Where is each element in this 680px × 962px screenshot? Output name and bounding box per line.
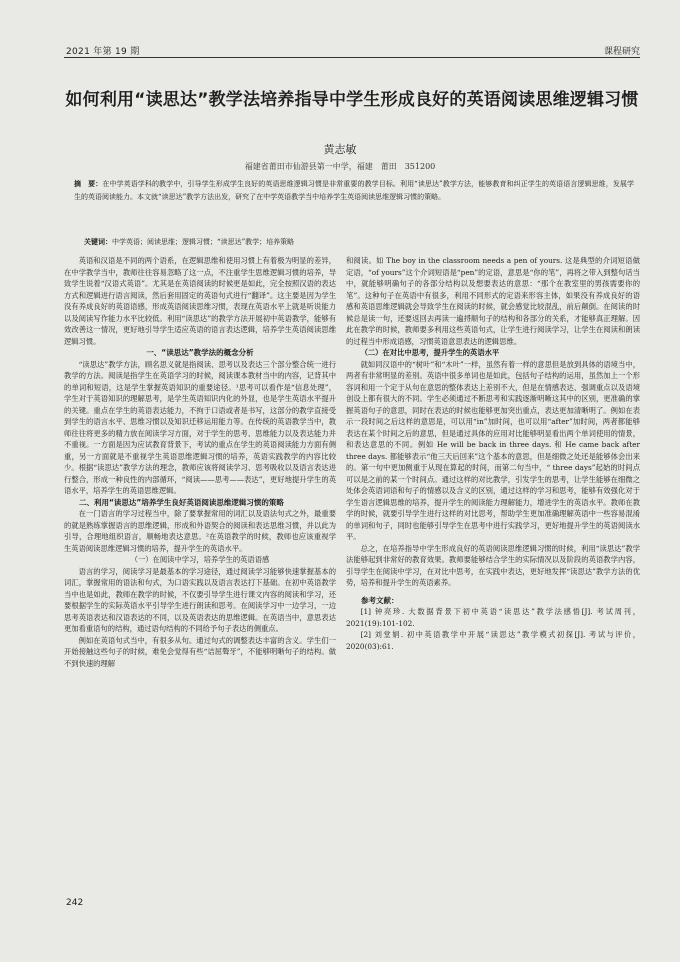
intro-paragraph: 英语和汉语是不同的两个语系，在逻辑思维和使用习惯上有着极为明显的差异，在中学教学当中，教师往往容易忽略了这一点，不注重学生思维逻辑习惯的培养，导致学生说着“汉语式英语”。尤其是在英语阅读的时候更是如此，完全按照汉语的表达方式和逻辑进行语言阅读，然后套用固定的英语句式进行“翻译”。这主要是因为学生没有养成良好的英语语感，形成英语阅读思维习惯，表现在英语水平上就是听说能力以及阅读写作能力水平比较低。利用“读思达”的教学方法开展初中英语教学，能够有效改善这一情况，更好地引导学生适应英语的语言表达逻辑，培养学生英语阅读思维逻辑习惯。 bbox=[64, 256, 336, 346]
body-paragraph: 就如同汉语中的“树叶”和“木叶”一样，虽然有着一样的意思但是放到具体的语境当中，两者有非常明显的差别。英语中很多单词也是如此，包括句子结构的运用，虽然加上一个形容词和用一个定于从句在意思的整体表达上差别不大，但是在情感表达、强调重点以及语境创设上都有很大的不同。学生必须通过不断思考和实践逐渐明晰这其中的区别，更准确的掌握英语句子的意思，同时在表达的时候也能够更加突出重点，表达更加清晰明了。例如在表示一段时间之后这样的意思是，可以用“in”加时间，也可以用“after”加时间，两者都能够表达在某个时间之后的意思，但是通过具体的应用对比能够明显看出两个单词使用的情景，和表达意思的不同。例如 He will be back in three days. 和 He came back after three days. 都能够表示“他三天后回来”这个基本的意思，但是细微之处还是能够体会出来的。第一句中更加侧重于从现在算起的时间，而第二句当中，“ three days”起始的时间点可以是之前的某一个时间点。通过这样的对比教学，引发学生的思考，让学生能够在细微之处体会英语词语和句子的情感以及含义的区别，通过这样的学习和思考，能够有效强化对于学生语言逻辑思维的培养，提升学生的阅读能力理解能力，增进学生的英语水平。教师在教学的时候，就要引导学生进行这样的对比思考，帮助学生更加准确理解英语中一些容易混淆的单词和句子，同时也能够引导学生在思考中进行实践学习，更好地提升学生的英语阅读水平。 bbox=[346, 359, 640, 541]
subsection-heading-2: （二）在对比中思考，提升学生的英语水平 bbox=[360, 348, 500, 357]
body-paragraph-continued: 和阅读。如 The boy in the classroom needs a pen of yours. 这是典型的介词短语做定语，“of yours”这个介词短语是“pen”的定语，意思是“你的笔”，再将之带入到整句话当中，就能够明确句子的各部分结构以及想要表达的意思：“那个在教室里的男孩需要你的笔”。这种句子在英语中有很多，利用不同形式的定语来形容主体，如果没有养成良好的语感和英语思维逻辑就会导致学生在阅读的时候，就会感觉比较混乱，前后颠倒。在阅读的时候总是读一句，还要返回去再读一遍捋顺句子的结构和各部分的关系，才能够真正理解。因此在教学的时候，教师要多利用这些英语句式，让学生进行阅读学习，让学生在阅读和朗读的过程当中形成语感，习惯英语意思表达的逻辑思维。 bbox=[346, 256, 640, 346]
keywords bbox=[84, 236, 634, 248]
references-heading: 参考文献： bbox=[361, 595, 399, 605]
conclusion-paragraph: 总之，在培养指导中学生形成良好的英语阅读思维逻辑习惯的时候，利用“读思达”教学法能够起到非常好的教育效果。教师要能够结合学生的实际情况以及阶段的英语教学内容，引导学生在阅读中学习，在对比中思考，在实践中表达，更好地发挥“读思达”教学方法的优势，培养和提升学生的英语素养。 bbox=[346, 543, 640, 587]
subsection-heading-1: （一）在阅读中学习，培养学生的英语语感 bbox=[130, 555, 270, 564]
author-affiliation: 福建省莆田市仙游县第一中学，福建 莆田 351200 bbox=[244, 162, 436, 171]
right-column bbox=[346, 255, 640, 652]
reference-item: [2] 刘堂娟. 初中英语教学中开展“读思达”教学模式初探[J]. 考试与评价，2020(03):61. bbox=[346, 630, 640, 651]
body-paragraph: 在一门语言的学习过程当中，除了要掌握常用的词汇以及语法句式之外，最重要的就是熟练掌握语言的思维逻辑，形成和外语契合的阅读和表达思维习惯，并以此为引导，合理地组织语言，顺畅地表达意思。²在英语教学的时候，教师也应该重视学生英语阅读思维逻辑习惯的培养，提升学生的英语水平。 bbox=[64, 509, 336, 553]
page-number: 242 bbox=[66, 898, 84, 908]
journal-issue: 2021 年第 19 期 bbox=[66, 47, 140, 57]
journal-column: 课程研究 bbox=[603, 47, 640, 57]
reference-item: [1] 钟亮珍. 大数据背景下初中英语“读思达”教学法感悟[J]. 考试周刊，2021(19):101-102. bbox=[346, 607, 640, 628]
keywords-text: 中学英语；阅读思维；逻辑习惯；“读思达”教学；培养策略 bbox=[112, 238, 295, 246]
keywords-label: 关键词： bbox=[84, 238, 112, 246]
body-paragraph: 语言的学习，阅读学习是最基本的学习途径，通过阅读学习能够快速掌握基本的词汇，掌握常用的语法和句式，为口语实践以及语言表达打下基础。在初中英语教学当中也是如此，教师在教学的时候，不仅要引导学生进行课文内容的阅读和学习，还要根据学生的实际英语水平引导学生进行朗读和思考。在阅读学习中一边学习，一边思考英语表达和汉语表达的不同，以及英语表达的思维逻辑。在英语当中，意思表达更加看重语句的结构，通过语句结构的不同给予句子表达的侧重点。 bbox=[64, 566, 336, 633]
body-paragraph: “读思达”教学方法，顾名思义就是指阅读、思考以及表达三个部分整合统一进行教学的方法。阅读是指学生在英语学习的时候，阅读课本教材当中的内容，记背其中的单词和短语，这是学生掌握英语知识的重要途径。¹思考可以看作是“信息处理”，学生对于英语知识的理解思考，是学生英语知识内化的外显，也是学生英语水平提升的关键。重点在学生的英语表达能力，不拘于口语或者是书写，这部分的教学直接受到学生的语言水平、思维习惯以及知识迁移运用能力等。在传统的英语教学当中，教师往往将更多的精力放在阅读学习方面，对于学生的思考、思维能力以及表达能力并不重视。一方面是因为应试教育背景下，考试的重点在学生的英语阅读能力方面有侧重，另一方面就是不重视学生英语思维逻辑习惯的培养，英语实践教学的内容比较少。根据“读思达”教学方法的理念，教师应该将阅读学习、思考吸收以及语言表达进行整合，形成一种良性的内部循环，“阅读——思考——表达”，更好地提升学生的英语水平，培养学生的英语思维逻辑。 bbox=[64, 359, 336, 495]
section-heading-1: 一、“读思达”教学法的概念分析 bbox=[146, 348, 254, 357]
article-author: 黄志敏 bbox=[323, 143, 357, 156]
left-column bbox=[64, 255, 336, 669]
abstract-text: 在中学英语学科的教学中，引导学生形成学生良好的英语思维逻辑习惯是非常重要的教学目标。利用“读思达”教学方法，能够教育和纠正学生的英语语言逻辑思维，发展学生的英语阅读能力。本文就“读思达”教学方法出发，研究了在中学英语教学当中培养学生英语阅读思维逻辑习惯的策略。 bbox=[74, 180, 635, 201]
abstract bbox=[74, 178, 634, 204]
body-paragraph: 例如在英语句式当中，有很多从句。通过句式的调整表达丰富的含义。学生们一开始接触这些句子的时候，难免会觉得有些“诘屈聱牙”，不能够明晰句子的结构。做不到快速的理解 bbox=[64, 635, 336, 668]
abstract-label: 摘 要： bbox=[74, 180, 103, 188]
section-heading-2: 二、利用“读思达”培养学生良好英语阅读思维逻辑习惯的策略 bbox=[79, 497, 284, 507]
article-title: 如何利用“读思达”教学法培养指导中学生形成良好的英语阅读思维逻辑习惯 bbox=[65, 90, 639, 110]
header-rule bbox=[64, 57, 640, 58]
